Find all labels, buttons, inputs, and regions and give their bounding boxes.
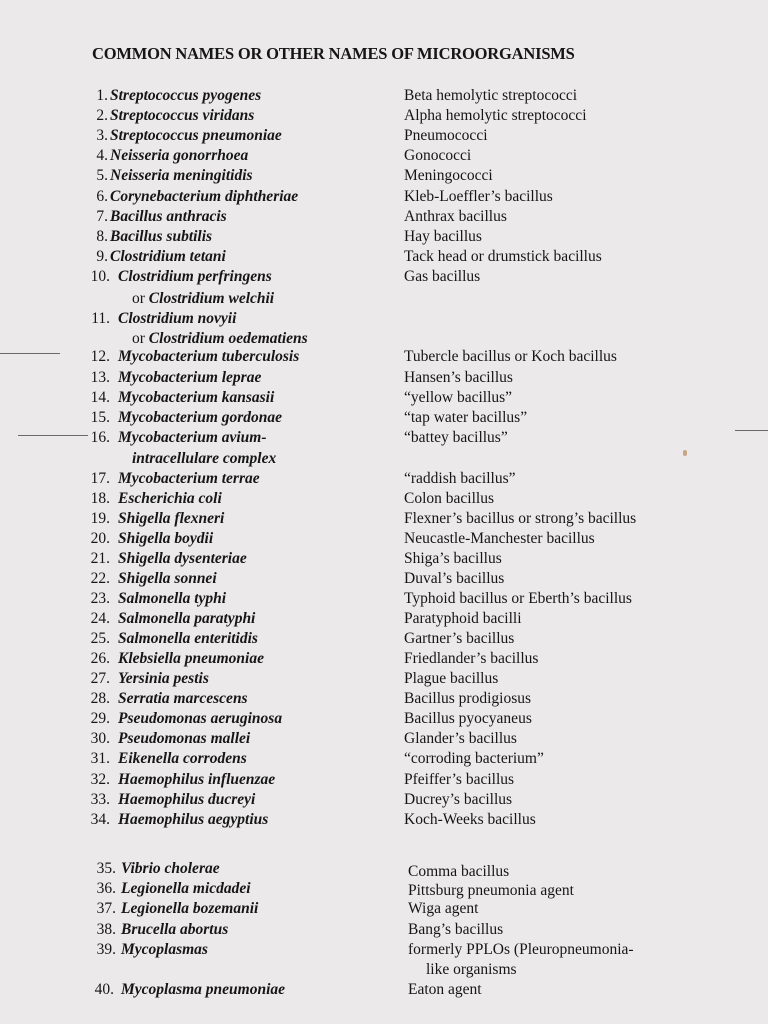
common-name: Tack head or drumstick bacillus (404, 248, 602, 265)
list-item (0, 248, 768, 268)
item-number: 13. (90, 369, 110, 386)
item-number: 1. (96, 87, 108, 104)
list-item (0, 510, 768, 530)
scan-mark (735, 430, 768, 431)
common-name: Paratyphoid bacilli (404, 610, 522, 627)
common-name: “battey bacillus” (404, 429, 508, 446)
scientific-name: Bacillus subtilis (110, 228, 213, 245)
list-item (0, 208, 768, 228)
item-number: 6. (96, 188, 108, 205)
common-name: Comma bacillus (408, 863, 510, 880)
scientific-name: Haemophilus aegyptius (118, 811, 269, 828)
common-name: Pneumococci (404, 127, 488, 144)
list-item (0, 900, 768, 920)
common-name: Beta hemolytic streptococci (404, 87, 578, 104)
common-name: Friedlander’s bacillus (404, 650, 539, 667)
list-item (0, 409, 768, 429)
scientific-name: Salmonella enteritidis (118, 630, 258, 647)
list-item (0, 550, 768, 570)
scientific-name-continuation (132, 450, 276, 468)
scientific-name: Shigella sonnei (118, 570, 217, 587)
common-name: Hay bacillus (404, 228, 482, 245)
list-item (0, 630, 768, 650)
alternate-scientific-name: Clostridium oedematiens (148, 330, 308, 347)
item-number: 3. (96, 127, 108, 144)
common-name: “tap water bacillus” (404, 409, 528, 426)
list-item (0, 490, 768, 510)
or-label: or (132, 290, 145, 307)
list-item (0, 710, 768, 730)
item-number: 39. (96, 941, 116, 958)
item-number: 20. (90, 530, 110, 547)
list-item (0, 690, 768, 710)
list-item (0, 530, 768, 550)
common-name: Wiga agent (408, 900, 479, 917)
item-number: 2. (96, 107, 108, 124)
list-item (0, 87, 768, 107)
scientific-name: Haemophilus ducreyi (118, 791, 256, 808)
common-name: Eaton agent (408, 981, 482, 998)
scientific-name: Haemophilus influenzae (118, 771, 276, 788)
common-name: Anthrax bacillus (404, 208, 507, 225)
common-name: Gartner’s bacillus (404, 630, 515, 647)
scientific-name: Mycobacterium leprae (118, 369, 262, 386)
scan-mark (18, 435, 88, 436)
alternate-scientific-name: intracellulare complex (132, 450, 277, 467)
scientific-name: Clostridium tetani (110, 248, 226, 265)
common-name: Bacillus pyocyaneus (404, 710, 532, 727)
item-number: 26. (90, 650, 110, 667)
scientific-name: Shigella dysenteriae (118, 550, 247, 567)
scientific-name: Bacillus anthracis (110, 208, 227, 225)
list-item (0, 188, 768, 208)
scan-speck (683, 450, 687, 456)
list-item (0, 860, 768, 880)
common-name: Kleb-Loeffler’s bacillus (404, 188, 553, 205)
list-item (0, 228, 768, 248)
item-number: 14. (90, 389, 110, 406)
common-name: Colon bacillus (404, 490, 494, 507)
item-number: 22. (90, 570, 110, 587)
scientific-name-continuation (132, 330, 308, 348)
item-number: 23. (90, 590, 110, 607)
page-title: COMMON NAMES OR OTHER NAMES OF MICROORGANISMS (92, 44, 575, 63)
scientific-name: Mycoplasmas (121, 941, 208, 958)
list-item (0, 791, 768, 811)
list-item (0, 127, 768, 147)
list-item (0, 570, 768, 590)
scientific-name: Pseudomonas mallei (118, 730, 251, 747)
list-item (0, 650, 768, 670)
list-item (0, 268, 768, 288)
scientific-name: Yersinia pestis (118, 670, 209, 687)
scientific-name: Vibrio cholerae (121, 860, 220, 877)
common-name: Typhoid bacillus or Eberth’s bacillus (404, 590, 632, 607)
common-name: Flexner’s bacillus or strong’s bacillus (404, 510, 637, 527)
common-name: Pfeiffer’s bacillus (404, 771, 515, 788)
list-item (0, 167, 768, 187)
scientific-name: Mycobacterium terrae (118, 470, 260, 487)
common-name: Bacillus prodigiosus (404, 690, 532, 707)
list-item (0, 880, 768, 900)
item-number: 15. (90, 409, 110, 426)
item-number: 9. (96, 248, 108, 265)
item-number: 36. (96, 880, 116, 897)
item-number: 29. (90, 710, 110, 727)
item-number: 12. (90, 348, 110, 365)
common-name: “raddish bacillus” (404, 470, 516, 487)
scientific-name: Klebsiella pneumoniae (118, 650, 264, 667)
list-item (0, 750, 768, 770)
scientific-name: Corynebacterium diphtheriae (110, 188, 299, 205)
scientific-name: Mycobacterium kansasii (118, 389, 275, 406)
scientific-name: Mycobacterium tuberculosis (118, 348, 300, 365)
common-name: Gonococci (404, 147, 472, 164)
common-name: “corroding bacterium” (404, 750, 544, 767)
common-name: Koch-Weeks bacillus (404, 811, 536, 828)
list-item (0, 369, 768, 389)
item-number: 10. (90, 268, 110, 285)
scientific-name: Clostridium novyii (118, 310, 237, 327)
list-item (0, 981, 768, 1001)
list-item (0, 771, 768, 791)
item-number: 40. (94, 981, 114, 998)
common-name: Neucastle-Manchester bacillus (404, 530, 595, 547)
item-number: 34. (90, 811, 110, 828)
scientific-name-continuation (132, 290, 274, 308)
scientific-name: Streptococcus pneumoniae (110, 127, 282, 144)
common-name: Ducrey’s bacillus (404, 791, 513, 808)
list-item (0, 107, 768, 127)
scientific-name: Mycobacterium avium- (118, 429, 267, 446)
scan-mark (0, 353, 60, 354)
item-number: 17. (90, 470, 110, 487)
common-name: Tubercle bacillus or Koch bacillus (404, 348, 617, 365)
scientific-name: Shigella flexneri (118, 510, 225, 527)
scientific-name: Serratia marcescens (118, 690, 248, 707)
common-name-continuation: like organisms (426, 961, 517, 978)
list-item (0, 429, 768, 449)
scientific-name: Eikenella corrodens (118, 750, 247, 767)
list-item (0, 470, 768, 490)
item-number: 7. (96, 208, 108, 225)
scientific-name: Neisseria meningitidis (110, 167, 253, 184)
scientific-name: Streptococcus pyogenes (110, 87, 262, 104)
scientific-name: Neisseria gonorrhoea (110, 147, 249, 164)
common-name: Shiga’s bacillus (404, 550, 502, 567)
list-item (0, 147, 768, 167)
or-label: or (132, 330, 145, 347)
item-number: 28. (90, 690, 110, 707)
scientific-name: Legionella bozemanii (121, 900, 259, 917)
scientific-name: Salmonella typhi (118, 590, 227, 607)
item-number: 8. (96, 228, 108, 245)
item-number: 33. (90, 791, 110, 808)
item-number: 37. (96, 900, 116, 917)
alternate-scientific-name: Clostridium welchii (148, 290, 275, 307)
item-number: 21. (90, 550, 110, 567)
item-number: 18. (90, 490, 110, 507)
item-number: 32. (90, 771, 110, 788)
scientific-name: Pseudomonas aeruginosa (118, 710, 283, 727)
item-number: 16. (90, 429, 110, 446)
item-number: 24. (90, 610, 110, 627)
scientific-name: Salmonella paratyphi (118, 610, 256, 627)
item-number: 31. (90, 750, 110, 767)
list-item (0, 921, 768, 941)
scientific-name: Legionella micdadei (121, 880, 251, 897)
common-name: “yellow bacillus” (404, 389, 513, 406)
list-item (0, 610, 768, 630)
scientific-name: Mycoplasma pneumoniae (121, 981, 286, 998)
common-name: Gas bacillus (404, 268, 481, 285)
scientific-name: Brucella abortus (121, 921, 229, 938)
list-item (0, 590, 768, 610)
item-number: 19. (90, 510, 110, 527)
common-name: Bang’s bacillus (408, 921, 504, 938)
common-name: Glander’s bacillus (404, 730, 517, 747)
common-name: Duval’s bacillus (404, 570, 505, 587)
scientific-name: Mycobacterium gordonae (118, 409, 283, 426)
item-number: 25. (90, 630, 110, 647)
common-name: Alpha hemolytic streptococci (404, 107, 587, 124)
common-name: Meningococci (404, 167, 493, 184)
scientific-name: Escherichia coli (118, 490, 222, 507)
common-name: Pittsburg pneumonia agent (408, 882, 574, 899)
item-number: 11. (91, 310, 110, 327)
common-name: Plague bacillus (404, 670, 499, 687)
list-item (0, 811, 768, 831)
item-number: 4. (96, 147, 108, 164)
list-item (0, 389, 768, 409)
scientific-name: Shigella boydii (118, 530, 214, 547)
item-number: 38. (96, 921, 116, 938)
item-number: 35. (96, 860, 116, 877)
list-item (0, 348, 768, 368)
scientific-name: Streptococcus viridans (110, 107, 255, 124)
item-number: 27. (90, 670, 110, 687)
item-number: 5. (96, 167, 108, 184)
list-item (0, 730, 768, 750)
list-item (0, 670, 768, 690)
list-item (0, 310, 768, 330)
common-name: Hansen’s bacillus (404, 369, 513, 386)
list-item (0, 941, 768, 961)
item-number: 30. (90, 730, 110, 747)
scientific-name: Clostridium perfringens (118, 268, 272, 285)
common-name: formerly PPLOs (Pleuropneumonia- (408, 941, 634, 958)
